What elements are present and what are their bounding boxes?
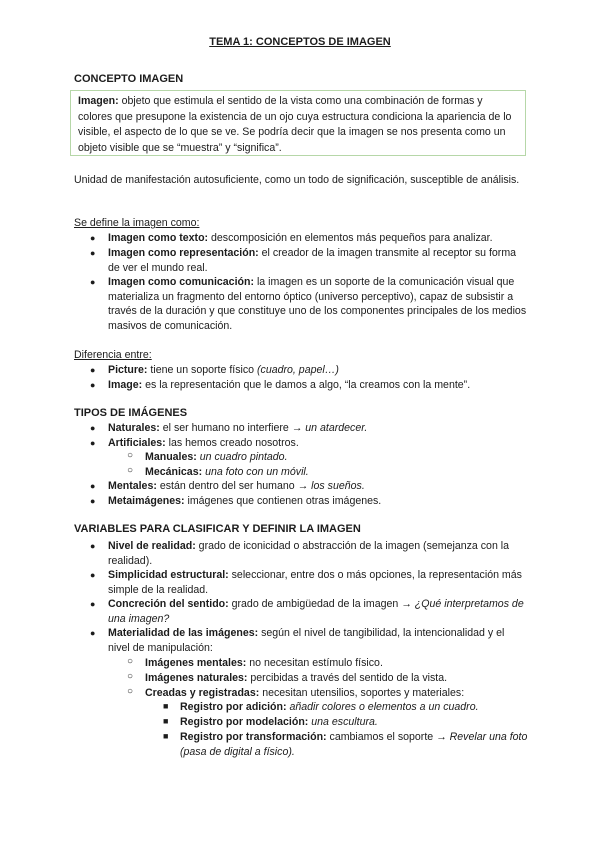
item-italic: los sueños.	[311, 480, 365, 492]
item-italic: un atardecer.	[305, 422, 368, 434]
tipos-heading: TIPOS DE IMÁGENES	[74, 407, 188, 419]
item-term: Imagen como comunicación:	[108, 276, 254, 288]
list-item	[145, 686, 535, 701]
bullet-circle: ○	[127, 656, 134, 667]
item-term: Imágenes naturales:	[145, 672, 248, 684]
item-term: Image:	[108, 379, 143, 391]
item-term: Creadas y registradas:	[145, 687, 260, 699]
item-text: la imagen es un soporte de la comunicación visual que materializa un fragmento del entorno óptico (universo perceptivo), capaz de subsistir a través de la duración y que constituye uno de los componentes principales de los medios masivos de comunicación.	[108, 276, 527, 332]
list-item	[108, 363, 528, 378]
list-item	[145, 656, 535, 671]
bullet-disc: ●	[90, 380, 96, 390]
bullet-square: ■	[163, 701, 169, 711]
variables-heading: VARIABLES PARA CLASIFICAR Y DEFINIR LA IMAGEN	[74, 523, 361, 535]
bullet-circle: ○	[127, 465, 134, 476]
bullet-disc: ●	[90, 248, 96, 258]
list-item	[145, 465, 535, 480]
bullet-circle: ○	[127, 671, 134, 682]
item-text: están dentro del ser humano →	[156, 480, 312, 492]
list-item	[108, 539, 528, 568]
item-term: Naturales:	[108, 422, 160, 434]
list-item	[145, 671, 535, 686]
bullet-disc: ●	[90, 570, 96, 580]
item-term: Simplicidad estructural:	[108, 569, 229, 581]
item-text: grado de iconicidad o abstracción de la imagen (semejanza con la realidad).	[108, 540, 510, 567]
item-text: grado de ambigüedad de la imagen →	[228, 598, 415, 610]
list-item	[108, 436, 528, 451]
item-text: el creador de la imagen transmite al receptor su forma de ver el mundo real.	[108, 247, 517, 274]
item-term: Materialidad de las imágenes:	[108, 627, 259, 639]
item-term: Concreción del sentido:	[108, 598, 229, 610]
item-text: las hemos creado nosotros.	[165, 437, 299, 449]
item-text: imágenes que contienen otras imágenes.	[184, 495, 382, 507]
item-term: Imagen como representación:	[108, 247, 259, 259]
bullet-square: ■	[163, 716, 169, 726]
item-term: Nivel de realidad:	[108, 540, 196, 552]
item-text: tiene un soporte físico	[147, 364, 257, 376]
list-item	[180, 730, 530, 759]
item-text: no necesitan estímulo físico.	[246, 657, 383, 669]
bullet-disc: ●	[90, 233, 96, 243]
item-italic: un cuadro pintado.	[196, 451, 288, 463]
diferencia-label: Diferencia entre:	[74, 349, 152, 361]
item-term: Mentales:	[108, 480, 157, 492]
se-define-label: Se define la imagen como:	[74, 217, 200, 229]
box-text: objeto que estimula el sentido de la vista como una combinación de formas y colores que presupone la existencia de un ojo cuya estructura condiciona la apariencia de lo visible, el aspecto de lo que se ve. Se podría decir que la imagen se nos presenta como un objeto visible que se “muestra” y “significa”.	[78, 95, 512, 155]
bullet-disc: ●	[90, 277, 96, 287]
item-term: Imágenes mentales:	[145, 657, 247, 669]
list-item	[108, 626, 528, 655]
bullet-disc: ●	[90, 628, 96, 638]
item-text: seleccionar, entre dos o más opciones, la representación más simple de la realidad.	[108, 569, 522, 596]
list-item	[108, 231, 528, 246]
item-term: Artificiales:	[108, 437, 166, 449]
bullet-disc: ●	[90, 423, 96, 433]
bullet-square: ■	[163, 731, 169, 741]
bullet-disc: ●	[90, 599, 96, 609]
list-item	[108, 378, 528, 393]
list-item	[108, 568, 528, 597]
list-item	[108, 479, 528, 494]
list-item	[108, 421, 528, 436]
list-item	[108, 246, 528, 275]
list-item	[108, 494, 528, 509]
bullet-disc: ●	[90, 438, 96, 448]
item-text: es la representación que le damos a algo, “la creamos con la mente”.	[142, 379, 471, 391]
list-item	[180, 715, 530, 730]
item-italic: una escultura.	[308, 716, 378, 728]
item-italic: ¿Qué interpretamos de una imagen?	[108, 598, 524, 625]
bullet-disc: ●	[90, 541, 96, 551]
box-term: Imagen:	[78, 95, 119, 107]
concepto-heading: CONCEPTO IMAGEN	[74, 73, 184, 85]
item-text: el ser humano no interfiere →	[159, 422, 306, 434]
item-italic: una foto con un móvil.	[202, 466, 309, 478]
page-title: TEMA 1: CONCEPTOS DE IMAGEN	[209, 36, 391, 48]
list-item	[180, 700, 530, 715]
bullet-disc: ●	[90, 481, 96, 491]
item-text: necesitan utensilios, soportes y materiales:	[259, 687, 465, 699]
item-italic: (cuadro, papel…)	[257, 364, 339, 376]
list-item	[108, 275, 528, 333]
item-term: Metaimágenes:	[108, 495, 185, 507]
item-term: Registro por modelación:	[180, 716, 309, 728]
item-term: Registro por transformación:	[180, 731, 327, 743]
list-item	[145, 450, 535, 465]
item-text: según el nivel de tangibilidad, la intencionalidad y el nivel de manipulación:	[108, 627, 505, 654]
item-text: percibidas a través del sentido de la vista.	[247, 672, 448, 684]
item-term: Imagen como texto:	[108, 232, 209, 244]
bullet-disc: ●	[90, 365, 96, 375]
unidad-paragraph: Unidad de manifestación autosuficiente, como un todo de significación, susceptible de análisis.	[74, 174, 520, 186]
item-italic: añadir colores o elementos a un cuadro.	[286, 701, 479, 713]
definition-box	[70, 90, 526, 156]
item-term: Mecánicas:	[145, 466, 203, 478]
bullet-circle: ○	[127, 686, 134, 697]
item-term: Manuales:	[145, 451, 197, 463]
list-item	[108, 597, 528, 626]
item-term: Registro por adición:	[180, 701, 287, 713]
item-text: descomposición en elementos más pequeños para analizar.	[208, 232, 493, 244]
bullet-circle: ○	[127, 450, 134, 461]
item-text: cambiamos el soporte →	[326, 731, 450, 743]
item-italic: Revelar una foto (pasa de digital a físico).	[180, 731, 528, 758]
item-term: Picture:	[108, 364, 148, 376]
bullet-disc: ●	[90, 496, 96, 506]
